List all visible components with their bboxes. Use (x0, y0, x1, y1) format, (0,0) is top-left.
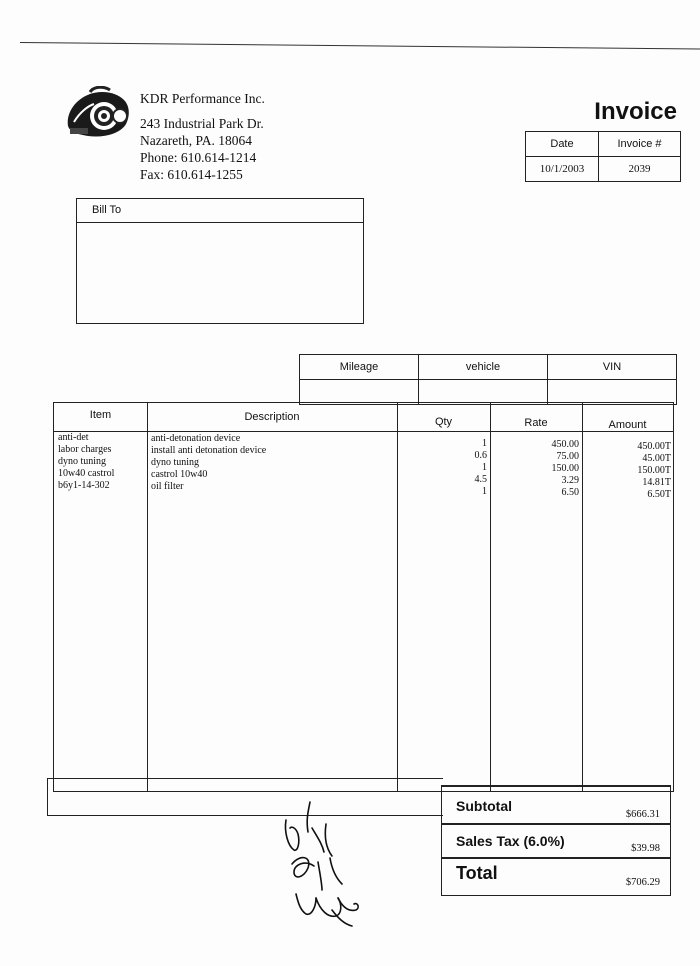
vin-value (548, 380, 677, 405)
column-divider (147, 403, 148, 791)
line-items-table (53, 402, 674, 792)
line-item-qty: 1 (482, 438, 487, 449)
line-item-amount: 14.81T (642, 477, 671, 488)
line-item-description: dyno tuning (151, 457, 200, 468)
line-item-amount: 150.00T (637, 465, 671, 476)
top-scan-rule (20, 42, 700, 51)
company-name: KDR Performance Inc. (140, 91, 265, 106)
handwritten-signature (272, 798, 372, 928)
line-item-code: labor charges (58, 444, 112, 455)
column-header-qty: Qty (434, 416, 453, 428)
column-header-rate: Rate (524, 417, 548, 429)
company-address-line2: Nazareth, PA. 18064 (140, 133, 252, 148)
footer-strip (47, 778, 443, 816)
document-title: Invoice (594, 98, 677, 125)
sales-tax-label: Sales Tax (6.0%) (456, 833, 565, 849)
line-item-rate: 450.00 (551, 439, 579, 450)
line-item-qty: 1 (482, 462, 487, 473)
line-item-rate: 150.00 (551, 463, 579, 474)
invoice-number-header: Invoice # (599, 132, 681, 157)
turbocharger-logo-icon (64, 86, 136, 142)
column-header-item: Item (89, 409, 112, 421)
line-item-rate: 3.29 (561, 475, 579, 486)
company-address-line1: 243 Industrial Park Dr. (140, 116, 264, 131)
mileage-value (300, 380, 419, 405)
vehicle-info-table (299, 354, 677, 405)
totals-box (441, 785, 671, 896)
column-divider (490, 403, 491, 791)
line-item-qty: 1 (482, 486, 487, 497)
total-row (442, 859, 670, 895)
line-item-rate: 75.00 (556, 451, 579, 462)
invoice-date: 10/1/2003 (526, 157, 599, 182)
line-item-description: castrol 10w40 (151, 469, 208, 480)
line-item-amount: 450.00T (637, 441, 671, 452)
line-item-rate: 6.50 (561, 487, 579, 498)
company-fax: Fax: 610.614-1255 (140, 167, 243, 182)
line-item-amount: 6.50T (647, 489, 671, 500)
column-header-amount: Amount (608, 419, 647, 431)
line-item-description: install anti detonation device (151, 445, 267, 456)
line-item-description: oil filter (151, 481, 184, 492)
line-item-code: dyno tuning (58, 456, 107, 467)
mileage-header: Mileage (300, 355, 419, 380)
date-header: Date (526, 132, 599, 157)
vehicle-header: vehicle (419, 355, 548, 380)
line-item-code: anti-det (58, 432, 89, 443)
company-phone: Phone: 610.614-1214 (140, 150, 257, 165)
vin-header: VIN (548, 355, 677, 380)
line-item-description: anti-detonation device (151, 433, 241, 444)
column-divider (397, 403, 398, 791)
bill-to-box (76, 198, 364, 324)
column-divider (582, 403, 583, 791)
subtotal-row (442, 787, 670, 825)
total-value: $706.29 (625, 877, 660, 888)
subtotal-value: $666.31 (625, 809, 660, 820)
bill-to-label: Bill To (77, 199, 363, 223)
invoice-meta-table (525, 131, 681, 182)
bill-to-address (77, 223, 363, 235)
total-label: Total (456, 863, 498, 883)
vehicle-value (419, 380, 548, 405)
line-item-code: 10w40 castrol (58, 468, 115, 479)
line-item-code: b6y1-14-302 (58, 480, 110, 491)
sales-tax-row (442, 825, 670, 859)
subtotal-label: Subtotal (456, 798, 512, 814)
invoice-number: 2039 (599, 157, 681, 182)
line-item-qty: 0.6 (474, 450, 487, 461)
line-item-amount: 45.00T (642, 453, 671, 464)
line-item-qty: 4.5 (474, 474, 487, 485)
column-header-description: Description (244, 411, 300, 423)
sales-tax-value: $39.98 (631, 843, 660, 854)
